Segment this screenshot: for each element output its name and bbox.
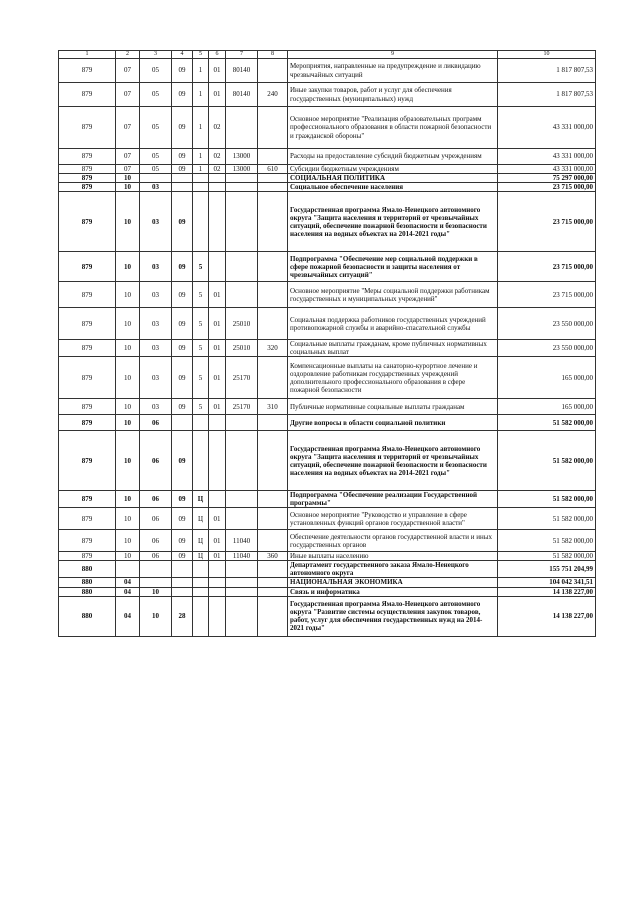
subprogram-cell: 1 — [193, 107, 209, 149]
code-cell: 879 — [59, 149, 116, 165]
table-row — [59, 508, 596, 530]
expense-type-cell — [258, 252, 288, 282]
direction-cell: 11040 — [226, 530, 258, 552]
column-header: 3 — [140, 51, 172, 59]
activity-cell: 01 — [209, 83, 226, 107]
section-cell: 10 — [116, 491, 140, 508]
code-cell: 880 — [59, 561, 116, 578]
budget-table — [58, 50, 596, 637]
section-cell: 10 — [116, 508, 140, 530]
program-cell — [172, 578, 193, 587]
subsection-cell: 06 — [140, 552, 172, 561]
program-cell: 09 — [172, 165, 193, 174]
subsection-cell — [140, 578, 172, 587]
section-cell: 10 — [116, 174, 140, 183]
section-cell: 07 — [116, 83, 140, 107]
description-cell: Социальное обеспечение населения — [288, 183, 498, 192]
amount-cell: 165 000,00 — [498, 357, 596, 399]
direction-cell — [226, 561, 258, 578]
expense-type-cell — [258, 192, 288, 252]
section-cell: 07 — [116, 107, 140, 149]
section-cell: 10 — [116, 431, 140, 491]
section-cell: 10 — [116, 183, 140, 192]
program-cell: 09 — [172, 308, 193, 340]
table-header-row — [59, 51, 596, 59]
amount-cell: 1 817 807,53 — [498, 83, 596, 107]
direction-cell — [226, 587, 258, 596]
code-cell: 879 — [59, 174, 116, 183]
amount-cell: 23 715 000,00 — [498, 183, 596, 192]
subsection-cell: 05 — [140, 149, 172, 165]
program-cell: 09 — [172, 431, 193, 491]
subprogram-cell — [193, 415, 209, 431]
direction-cell: 80140 — [226, 83, 258, 107]
amount-cell: 43 331 000,00 — [498, 107, 596, 149]
table-row — [59, 183, 596, 192]
table-row — [59, 174, 596, 183]
expense-type-cell — [258, 149, 288, 165]
code-cell: 879 — [59, 192, 116, 252]
amount-cell: 104 042 341,51 — [498, 578, 596, 587]
subsection-cell — [140, 174, 172, 183]
program-cell: 09 — [172, 530, 193, 552]
activity-cell — [209, 491, 226, 508]
expense-type-cell — [258, 308, 288, 340]
program-cell — [172, 415, 193, 431]
code-cell: 879 — [59, 508, 116, 530]
direction-cell — [226, 431, 258, 491]
subprogram-cell: Ц — [193, 491, 209, 508]
program-cell: 09 — [172, 357, 193, 399]
description-cell: Департамент государственного заказа Ямало-Ненецкого автономного округа — [288, 561, 498, 578]
section-cell: 04 — [116, 587, 140, 596]
program-cell: 09 — [172, 59, 193, 83]
expense-type-cell: 320 — [258, 340, 288, 357]
code-cell: 879 — [59, 83, 116, 107]
section-cell: 10 — [116, 308, 140, 340]
section-cell — [116, 561, 140, 578]
subsection-cell: 03 — [140, 308, 172, 340]
amount-cell: 51 582 000,00 — [498, 415, 596, 431]
code-cell: 880 — [59, 587, 116, 596]
code-cell: 879 — [59, 107, 116, 149]
subsection-cell: 10 — [140, 587, 172, 596]
program-cell: 09 — [172, 552, 193, 561]
subsection-cell — [140, 561, 172, 578]
subsection-cell: 03 — [140, 252, 172, 282]
activity-cell: 02 — [209, 149, 226, 165]
subprogram-cell — [193, 578, 209, 587]
direction-cell: 13000 — [226, 165, 258, 174]
direction-cell: 25010 — [226, 340, 258, 357]
column-header: 7 — [226, 51, 258, 59]
code-cell: 879 — [59, 399, 116, 415]
program-cell — [172, 174, 193, 183]
description-cell: Другие вопросы в области социальной политики — [288, 415, 498, 431]
code-cell: 879 — [59, 59, 116, 83]
description-cell: Обеспечение деятельности органов государственной власти и иных государственных органов — [288, 530, 498, 552]
table-row — [59, 587, 596, 596]
amount-cell: 14 138 227,00 — [498, 596, 596, 636]
amount-cell: 51 582 000,00 — [498, 508, 596, 530]
direction-cell: 25010 — [226, 308, 258, 340]
activity-cell: 01 — [209, 399, 226, 415]
activity-cell: 02 — [209, 107, 226, 149]
table-row — [59, 552, 596, 561]
subprogram-cell: Ц — [193, 552, 209, 561]
code-cell: 880 — [59, 578, 116, 587]
section-cell: 10 — [116, 399, 140, 415]
column-header: 5 — [193, 51, 209, 59]
activity-cell — [209, 174, 226, 183]
amount-cell: 23 715 000,00 — [498, 252, 596, 282]
direction-cell — [226, 183, 258, 192]
table-row — [59, 165, 596, 174]
description-cell: Подпрограмма "Обеспечение реализации Государственной программы" — [288, 491, 498, 508]
code-cell: 879 — [59, 183, 116, 192]
amount-cell: 23 715 000,00 — [498, 192, 596, 252]
table-row — [59, 596, 596, 636]
subsection-cell: 10 — [140, 596, 172, 636]
subsection-cell: 05 — [140, 107, 172, 149]
expense-type-cell — [258, 431, 288, 491]
code-cell: 879 — [59, 165, 116, 174]
code-cell: 879 — [59, 340, 116, 357]
subprogram-cell — [193, 587, 209, 596]
table-row — [59, 357, 596, 399]
expense-type-cell — [258, 508, 288, 530]
expense-type-cell — [258, 491, 288, 508]
subprogram-cell — [193, 431, 209, 491]
description-cell: Государственная программа Ямало-Ненецкого автономного округа "Развитие системы осуществления закупок товаров, работ, услуг для обеспечения государственных нужд на 2014-2021 годы" — [288, 596, 498, 636]
program-cell — [172, 587, 193, 596]
activity-cell: 01 — [209, 357, 226, 399]
subprogram-cell: 1 — [193, 83, 209, 107]
direction-cell — [226, 415, 258, 431]
subprogram-cell: 5 — [193, 308, 209, 340]
direction-cell: 25170 — [226, 399, 258, 415]
subprogram-cell: 1 — [193, 165, 209, 174]
description-cell: Социальная поддержка работников государственных учреждений противопожарной службы и аварийно-спасательной службы — [288, 308, 498, 340]
section-cell: 07 — [116, 59, 140, 83]
amount-cell: 51 582 000,00 — [498, 552, 596, 561]
code-cell: 879 — [59, 282, 116, 308]
amount-cell: 155 751 204,99 — [498, 561, 596, 578]
subprogram-cell: Ц — [193, 530, 209, 552]
description-cell: Иные выплаты населению — [288, 552, 498, 561]
subsection-cell: 06 — [140, 431, 172, 491]
description-cell: Связь и информатика — [288, 587, 498, 596]
column-header: 9 — [288, 51, 498, 59]
expense-type-cell — [258, 561, 288, 578]
table-row — [59, 149, 596, 165]
subsection-cell: 03 — [140, 399, 172, 415]
code-cell: 879 — [59, 491, 116, 508]
code-cell: 879 — [59, 308, 116, 340]
expense-type-cell — [258, 357, 288, 399]
direction-cell — [226, 192, 258, 252]
description-cell: Подпрограмма "Обеспечение мер социальной поддержки в сфере пожарной безопасности и защиты населения от чрезвычайных ситуаций" — [288, 252, 498, 282]
section-cell: 10 — [116, 530, 140, 552]
subsection-cell: 06 — [140, 415, 172, 431]
table-row — [59, 491, 596, 508]
table-row — [59, 561, 596, 578]
column-header: 2 — [116, 51, 140, 59]
subsection-cell: 03 — [140, 183, 172, 192]
amount-cell: 51 582 000,00 — [498, 530, 596, 552]
description-cell: Государственная программа Ямало-Ненецкого автономного округа "Защита населения и территорий от чрезвычайных ситуаций, обеспечение пожарной безопасности и безопасности населения на водных объектах на 2014-2021 годы" — [288, 192, 498, 252]
expense-type-cell — [258, 282, 288, 308]
section-cell: 10 — [116, 415, 140, 431]
program-cell: 09 — [172, 399, 193, 415]
direction-cell: 11040 — [226, 552, 258, 561]
program-cell: 09 — [172, 491, 193, 508]
program-cell — [172, 561, 193, 578]
expense-type-cell — [258, 183, 288, 192]
expense-type-cell: 310 — [258, 399, 288, 415]
direction-cell — [226, 491, 258, 508]
subprogram-cell: 1 — [193, 59, 209, 83]
table-row — [59, 340, 596, 357]
table-row — [59, 530, 596, 552]
subsection-cell: 05 — [140, 165, 172, 174]
expense-type-cell: 610 — [258, 165, 288, 174]
subsection-cell: 06 — [140, 491, 172, 508]
table-row — [59, 578, 596, 587]
amount-cell: 165 000,00 — [498, 399, 596, 415]
direction-cell — [226, 596, 258, 636]
code-cell: 880 — [59, 596, 116, 636]
direction-cell — [226, 252, 258, 282]
description-cell: Публичные нормативные социальные выплаты гражданам — [288, 399, 498, 415]
subprogram-cell — [193, 174, 209, 183]
column-header: 10 — [498, 51, 596, 59]
description-cell: Основное мероприятие "Меры социальной поддержки работникам государственных и муниципальных учреждений" — [288, 282, 498, 308]
amount-cell: 23 550 000,00 — [498, 340, 596, 357]
expense-type-cell — [258, 107, 288, 149]
section-cell: 10 — [116, 192, 140, 252]
activity-cell: 01 — [209, 530, 226, 552]
column-header: 6 — [209, 51, 226, 59]
expense-type-cell — [258, 530, 288, 552]
section-cell: 04 — [116, 596, 140, 636]
table-row — [59, 415, 596, 431]
table-row — [59, 431, 596, 491]
description-cell: НАЦИОНАЛЬНАЯ ЭКОНОМИКА — [288, 578, 498, 587]
expense-type-cell — [258, 59, 288, 83]
description-cell: Иные закупки товаров, работ и услуг для обеспечения государственных (муниципальных) нужд — [288, 83, 498, 107]
activity-cell: 01 — [209, 282, 226, 308]
expense-type-cell: 240 — [258, 83, 288, 107]
activity-cell: 01 — [209, 340, 226, 357]
amount-cell: 51 582 000,00 — [498, 491, 596, 508]
section-cell: 07 — [116, 165, 140, 174]
section-cell: 10 — [116, 252, 140, 282]
direction-cell: 13000 — [226, 149, 258, 165]
program-cell: 09 — [172, 282, 193, 308]
activity-cell — [209, 587, 226, 596]
expense-type-cell — [258, 415, 288, 431]
activity-cell — [209, 431, 226, 491]
description-cell: Компенсационные выплаты на санаторно-курортное лечение и оздоровление работникам государственных учреждений дополнительного профессионального образования в сфере пожарной безопасности — [288, 357, 498, 399]
subsection-cell: 03 — [140, 192, 172, 252]
program-cell: 09 — [172, 508, 193, 530]
amount-cell: 23 715 000,00 — [498, 282, 596, 308]
amount-cell: 51 582 000,00 — [498, 431, 596, 491]
program-cell: 09 — [172, 83, 193, 107]
code-cell: 879 — [59, 252, 116, 282]
column-header: 1 — [59, 51, 116, 59]
subprogram-cell: 5 — [193, 340, 209, 357]
column-header: 8 — [258, 51, 288, 59]
code-cell: 879 — [59, 357, 116, 399]
section-cell: 10 — [116, 357, 140, 399]
subprogram-cell — [193, 561, 209, 578]
subsection-cell: 05 — [140, 59, 172, 83]
description-cell: Субсидии бюджетным учреждениям — [288, 165, 498, 174]
activity-cell: 01 — [209, 552, 226, 561]
description-cell: Государственная программа Ямало-Ненецкого автономного округа "Защита населения и территорий от чрезвычайных ситуаций, обеспечение пожарной безопасности и безопасности населения на водных объектах на 2014-2021 годы" — [288, 431, 498, 491]
amount-cell: 43 331 000,00 — [498, 165, 596, 174]
activity-cell — [209, 561, 226, 578]
direction-cell — [226, 107, 258, 149]
direction-cell: 25170 — [226, 357, 258, 399]
program-cell: 09 — [172, 192, 193, 252]
expense-type-cell — [258, 596, 288, 636]
table-row — [59, 399, 596, 415]
subprogram-cell: 1 — [193, 149, 209, 165]
amount-cell: 14 138 227,00 — [498, 587, 596, 596]
code-cell: 879 — [59, 552, 116, 561]
amount-cell: 75 297 000,00 — [498, 174, 596, 183]
expense-type-cell — [258, 174, 288, 183]
subprogram-cell — [193, 596, 209, 636]
table-row — [59, 282, 596, 308]
subsection-cell: 03 — [140, 340, 172, 357]
program-cell: 09 — [172, 252, 193, 282]
subsection-cell: 03 — [140, 357, 172, 399]
subsection-cell: 03 — [140, 282, 172, 308]
program-cell: 09 — [172, 340, 193, 357]
direction-cell — [226, 508, 258, 530]
table-row — [59, 252, 596, 282]
code-cell: 879 — [59, 415, 116, 431]
section-cell: 07 — [116, 149, 140, 165]
program-cell: 28 — [172, 596, 193, 636]
amount-cell: 43 331 000,00 — [498, 149, 596, 165]
activity-cell — [209, 578, 226, 587]
description-cell: Основное мероприятие "Реализация образовательных программ профессионального образования в области пожарной безопасности и гражданской обороны" — [288, 107, 498, 149]
activity-cell: 02 — [209, 165, 226, 174]
activity-cell — [209, 415, 226, 431]
description-cell: Расходы на предоставление субсидий бюджетным учреждениям — [288, 149, 498, 165]
activity-cell: 01 — [209, 308, 226, 340]
section-cell: 10 — [116, 340, 140, 357]
description-cell: Основное мероприятие "Руководство и управление в сфере установленных функций органов государственной власти" — [288, 508, 498, 530]
subprogram-cell: 5 — [193, 252, 209, 282]
subprogram-cell — [193, 192, 209, 252]
direction-cell: 80140 — [226, 59, 258, 83]
subprogram-cell: 5 — [193, 399, 209, 415]
subsection-cell: 06 — [140, 508, 172, 530]
activity-cell: 01 — [209, 508, 226, 530]
amount-cell: 1 817 807,53 — [498, 59, 596, 83]
expense-type-cell — [258, 587, 288, 596]
table-row — [59, 308, 596, 340]
activity-cell — [209, 252, 226, 282]
subprogram-cell: 5 — [193, 282, 209, 308]
code-cell: 879 — [59, 530, 116, 552]
table-row — [59, 192, 596, 252]
code-cell: 879 — [59, 431, 116, 491]
section-cell: 10 — [116, 552, 140, 561]
table-row — [59, 107, 596, 149]
program-cell: 09 — [172, 149, 193, 165]
section-cell: 10 — [116, 282, 140, 308]
subprogram-cell: Ц — [193, 508, 209, 530]
column-header: 4 — [172, 51, 193, 59]
table-row — [59, 59, 596, 83]
subsection-cell: 05 — [140, 83, 172, 107]
subprogram-cell — [193, 183, 209, 192]
table-row — [59, 83, 596, 107]
subprogram-cell: 5 — [193, 357, 209, 399]
description-cell: Социальные выплаты гражданам, кроме публичных нормативных социальных выплат — [288, 340, 498, 357]
direction-cell — [226, 282, 258, 308]
activity-cell: 01 — [209, 59, 226, 83]
activity-cell — [209, 183, 226, 192]
expense-type-cell — [258, 578, 288, 587]
expense-type-cell: 360 — [258, 552, 288, 561]
direction-cell — [226, 578, 258, 587]
program-cell: 09 — [172, 107, 193, 149]
activity-cell — [209, 192, 226, 252]
activity-cell — [209, 596, 226, 636]
description-cell: СОЦИАЛЬНАЯ ПОЛИТИКА — [288, 174, 498, 183]
description-cell: Мероприятия, направленные на предупреждение и ликвидацию чрезвычайных ситуаций — [288, 59, 498, 83]
direction-cell — [226, 174, 258, 183]
amount-cell: 23 550 000,00 — [498, 308, 596, 340]
section-cell: 04 — [116, 578, 140, 587]
subsection-cell: 06 — [140, 530, 172, 552]
program-cell — [172, 183, 193, 192]
